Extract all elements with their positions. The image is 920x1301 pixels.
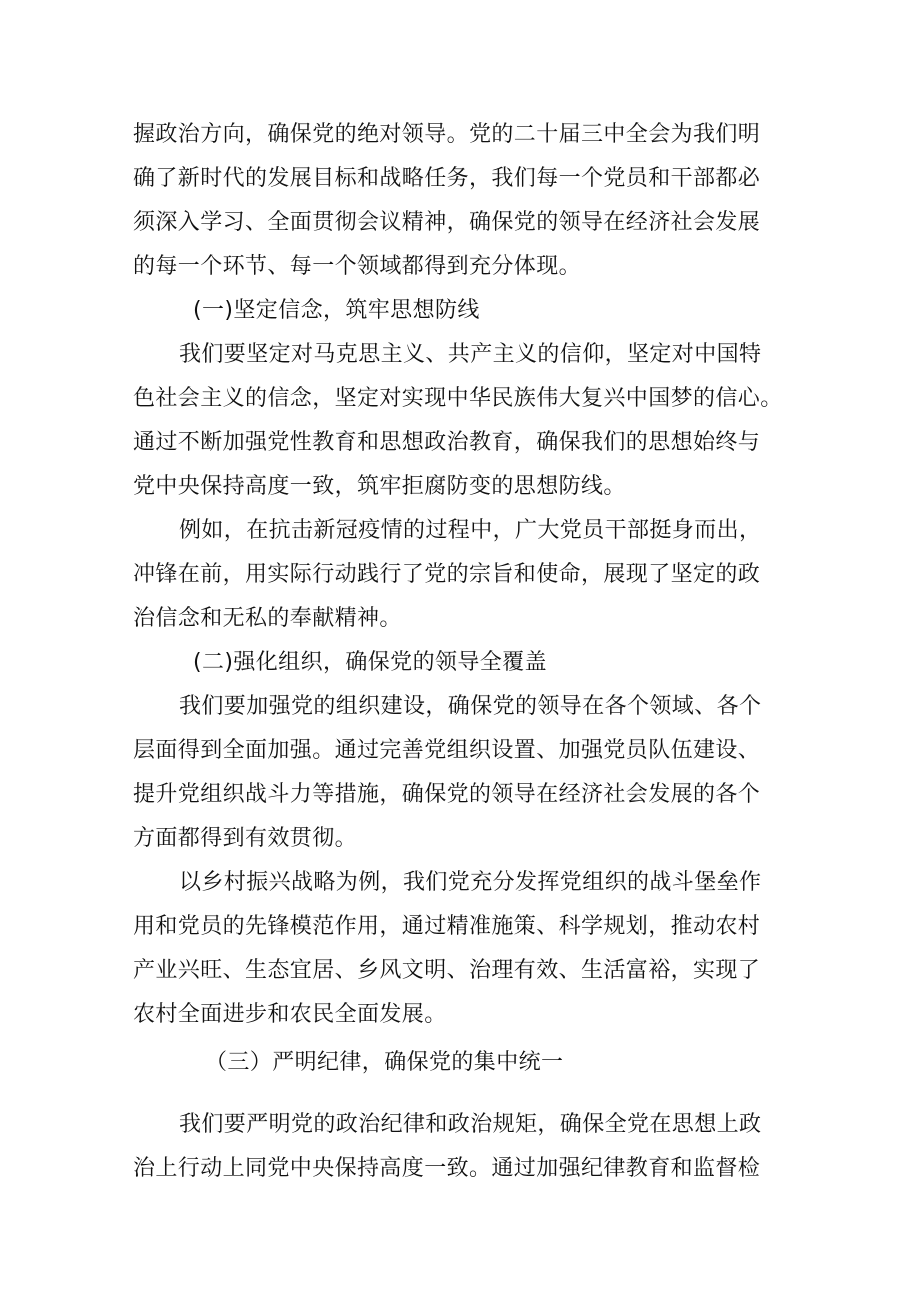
paragraph-2-line-4: 党中央保持高度一致，筑牢拒腐防变的思想防线。 (133, 474, 626, 499)
paragraph-5-line-2: 用和党员的先锋模范作用，通过精准施策、科学规划，推动农村 (133, 914, 761, 939)
paragraph-1-line-3: 须深入学习、全面贯彻会议精神，确保党的领导在经济社会发展 (133, 210, 761, 235)
section-heading-1: (一)坚定信念，筑牢思想防线 (193, 298, 480, 323)
section-heading-2: (二)强化组织，确保党的领导全覆盖 (193, 650, 547, 675)
paragraph-2-line-2: 色社会主义的信念，坚定对实现中华民族伟大复兴中国梦的信心。 (133, 386, 783, 411)
paragraph-6-line-2: 治上行动上同党中央保持高度一致。通过加强纪律教育和监督检 (133, 1156, 761, 1181)
paragraph-3-line-3: 治信念和无私的奉献精神。 (133, 606, 402, 631)
paragraph-1-line-1: 握政治方向，确保党的绝对领导。党的二十届三中全会为我们明 (133, 122, 761, 147)
paragraph-6-line-1: 我们要严明党的政治纪律和政治规矩，确保全党在思想上政 (179, 1112, 762, 1137)
paragraph-1-line-4: 的每一个环节、每一个领域都得到充分体现。 (133, 254, 582, 279)
section-heading-3: （三）严明纪律，确保党的集中统一 (205, 1050, 564, 1075)
paragraph-3-line-1: 例如，在抗击新冠疫情的过程中，广大党员干部挺身而出， (179, 518, 762, 543)
paragraph-3-line-2: 冲锋在前，用实际行动践行了党的宗旨和使命，展现了坚定的政 (133, 562, 761, 587)
paragraph-2-line-1: 我们要坚定对马克思主义、共产主义的信仰，坚定对中国特 (179, 342, 762, 367)
paragraph-5-line-3: 产业兴旺、生态宜居、乡风文明、治理有效、生活富裕，实现了 (133, 958, 761, 983)
paragraph-4-line-3: 提升党组织战斗力等措施，确保党的领导在经济社会发展的各个 (133, 782, 761, 807)
paragraph-1-line-2: 确了新时代的发展目标和战略任务，我们每一个党员和干部都必 (133, 166, 761, 191)
paragraph-4-line-2: 层面得到全面加强。通过完善党组织设置、加强党员队伍建设、 (133, 738, 761, 763)
paragraph-5-line-4: 农村全面进步和农民全面发展。 (133, 1002, 447, 1027)
paragraph-5-line-1: 以乡村振兴战略为例，我们党充分发挥党组织的战斗堡垒作 (179, 870, 762, 895)
paragraph-2-line-3: 通过不断加强党性教育和思想政治教育，确保我们的思想始终与 (133, 430, 761, 455)
paragraph-4-line-4: 方面都得到有效贯彻。 (133, 826, 358, 851)
paragraph-4-line-1: 我们要加强党的组织建设，确保党的领导在各个领域、各个 (179, 694, 762, 719)
